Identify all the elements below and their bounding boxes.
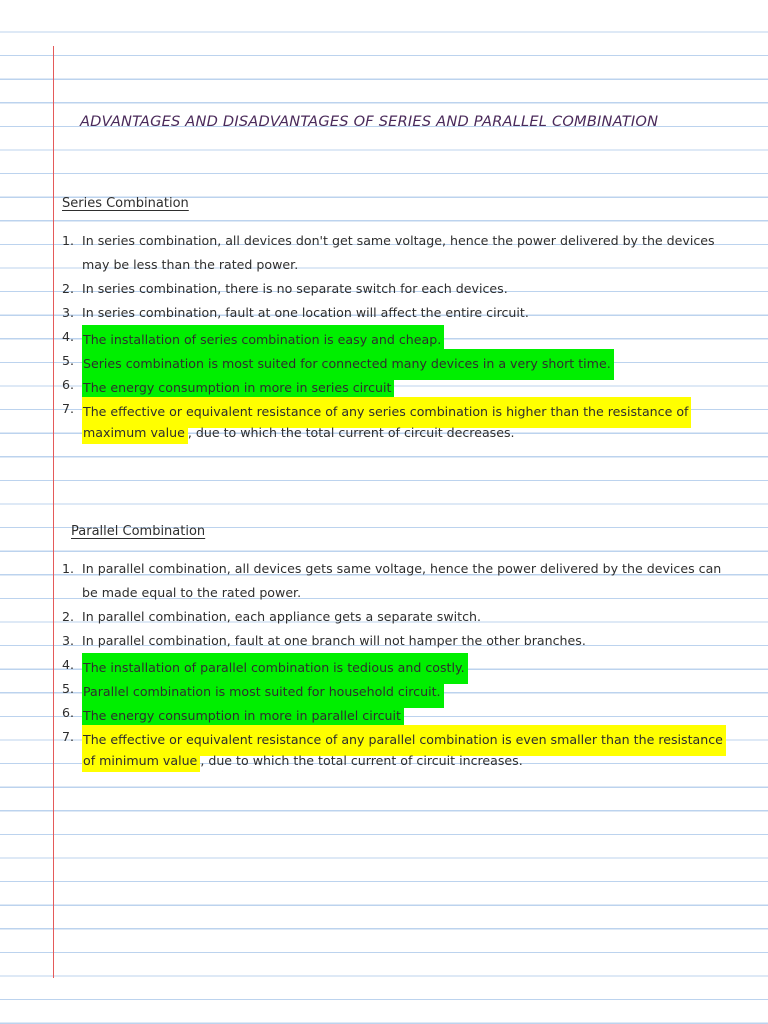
parallel-item-7-continued: [0, 749, 768, 773]
red-margin-line: [53, 46, 54, 978]
item-text-line: In series combination, there is no separate switch for each devices.: [82, 281, 508, 296]
yellow-highlighted-text: maximum value: [82, 422, 188, 444]
green-highlighted-text: The installation of series combination is easy and cheap.: [82, 325, 444, 356]
item-number: 1.: [62, 561, 75, 576]
series-item-6: [0, 373, 768, 397]
series-item-3: [0, 301, 768, 325]
item-number: 3.: [62, 633, 75, 648]
item-number: 4.: [62, 329, 75, 344]
item-text-line: In parallel combination, fault at one branch will not hamper the other branches.: [82, 633, 586, 648]
item-text-line: In parallel combination, each appliance gets a separate switch.: [82, 609, 482, 624]
item-number: 2.: [62, 281, 75, 296]
parallel-item-7: [0, 725, 768, 749]
parallel-item-5: [0, 677, 768, 701]
green-highlighted-text: The installation of parallel combination is tedious and costly.: [82, 653, 468, 684]
item-number: 5.: [62, 681, 75, 696]
item-text-line: be made equal to the rated power.: [82, 585, 302, 600]
page-title: ADVANTAGES AND DISADVANTAGES OF SERIES AND PARALLEL COMBINATION: [80, 113, 659, 130]
parallel-item-1-continued: [0, 581, 768, 605]
item-text-tail: , due to which the total current of circuit increases.: [200, 753, 523, 768]
parallel-item-3: [0, 629, 768, 653]
parallel-item-6: [0, 701, 768, 725]
item-number: 1.: [62, 233, 75, 248]
item-text-line: In series combination, all devices don't get same voltage, hence the power delivered by the devices: [82, 233, 715, 248]
item-text-line: may be less than the rated power.: [82, 257, 299, 272]
series-item-1-continued: [0, 253, 768, 277]
series-item-7: [0, 397, 768, 421]
yellow-highlighted-text: of minimum value: [82, 750, 200, 772]
item-text-tail: , due to which the total current of circuit decreases.: [187, 425, 515, 440]
parallel-item-4: [0, 653, 768, 677]
green-highlighted-text: The energy consumption in more in parallel circuit: [82, 701, 404, 732]
green-highlighted-text: Series combination is most suited for connected many devices in a very short time.: [82, 349, 614, 380]
item-number: 4.: [62, 657, 75, 672]
yellow-highlighted-text: The effective or equivalent resistance of any series combination is higher than the resistance of: [82, 397, 691, 428]
series-item-7-continued: [0, 421, 768, 445]
series-item-2: [0, 277, 768, 301]
item-text-line: [82, 421, 515, 445]
parallel-heading: Parallel Combination: [71, 524, 206, 539]
item-number: 6.: [62, 377, 75, 392]
item-number: 3.: [62, 305, 75, 320]
series-item-5: [0, 349, 768, 373]
item-number: 5.: [62, 353, 75, 368]
item-number: 7.: [62, 729, 75, 744]
item-number: 6.: [62, 705, 75, 720]
green-highlighted-text: The energy consumption in more in series circuit: [82, 373, 394, 404]
series-item-4: [0, 325, 768, 349]
series-heading: Series Combination: [62, 196, 189, 211]
yellow-highlighted-text: The effective or equivalent resistance of any parallel combination is even smaller than the resistance: [82, 725, 726, 756]
item-number: 2.: [62, 609, 75, 624]
parallel-item-1: [0, 557, 768, 581]
item-text-line: [82, 749, 523, 773]
parallel-item-2: [0, 605, 768, 629]
series-item-1: [0, 229, 768, 253]
item-number: 7.: [62, 401, 75, 416]
item-text-line: In series combination, fault at one location will affect the entire circuit.: [82, 305, 529, 320]
item-text-line: In parallel combination, all devices gets same voltage, hence the power delivered by the devices can: [82, 561, 722, 576]
green-highlighted-text: Parallel combination is most suited for household circuit.: [82, 677, 444, 708]
